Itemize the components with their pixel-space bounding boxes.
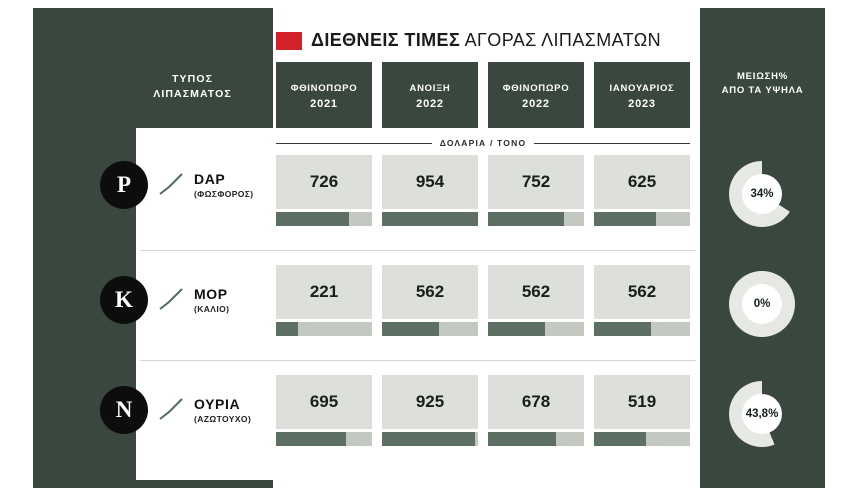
bar-fill — [594, 212, 656, 226]
value-cell: 562 — [594, 265, 690, 319]
check-icon — [158, 397, 188, 427]
value-cell: 625 — [594, 155, 690, 209]
badge-nitrogen: N — [100, 386, 148, 434]
row-divider — [140, 360, 696, 361]
value-cell: 519 — [594, 375, 690, 429]
column-season: ΙΑΝΟΥΑΡΙΟΣ — [609, 82, 675, 94]
units-divider-left — [276, 143, 432, 144]
badge-potassium: K — [100, 276, 148, 324]
units-note — [276, 138, 690, 148]
column-header-2 — [382, 62, 478, 130]
bar-fill — [594, 432, 646, 446]
bar-track — [276, 212, 372, 226]
donut-reduction-dap — [729, 161, 795, 227]
page-title — [276, 30, 661, 51]
bar-fill — [488, 432, 556, 446]
column-season: ΦΘΙΝΟΠΩΡΟ — [290, 82, 358, 94]
right-header-line1: ΜΕΙΩΣΗ% — [736, 71, 789, 82]
donut-value: 43,8% — [742, 394, 782, 434]
value-cell: 752 — [488, 155, 584, 209]
column-header-3 — [488, 62, 584, 130]
bar-fill — [276, 322, 298, 336]
column-season: ΦΘΙΝΟΠΩΡΟ — [502, 82, 570, 94]
bar-track — [276, 432, 372, 446]
value-cell: 221 — [276, 265, 372, 319]
row-name: ΟΥΡΙΑ — [194, 396, 241, 412]
row-subtitle: (ΑΖΩΤΟΥΧΟ) — [194, 414, 252, 424]
donut-value: 34% — [742, 174, 782, 214]
donut-reduction-mop — [729, 271, 795, 337]
row-label-mop — [194, 286, 229, 314]
row-name: MOP — [194, 286, 228, 302]
bar-track — [276, 322, 372, 336]
row-divider — [140, 250, 696, 251]
check-icon — [158, 172, 188, 202]
bar-track — [594, 432, 690, 446]
bar-fill — [488, 322, 545, 336]
donut-reduction-urea — [729, 381, 795, 447]
units-divider-right — [534, 143, 690, 144]
column-year: 2022 — [522, 97, 550, 110]
left-header — [120, 72, 265, 102]
bar-track — [488, 322, 584, 336]
donut-value: 0% — [742, 284, 782, 324]
bar-fill — [382, 322, 439, 336]
row-label-dap — [194, 171, 254, 199]
title-accent-mark — [276, 32, 302, 50]
value-cell: 695 — [276, 375, 372, 429]
bar-track — [594, 322, 690, 336]
column-year: 2021 — [310, 97, 338, 110]
row-subtitle: (ΦΩΣΦΟΡΟΣ) — [194, 189, 254, 199]
bar-track — [594, 212, 690, 226]
value-cell: 562 — [382, 265, 478, 319]
column-year: 2022 — [416, 97, 444, 110]
badge-phosphorus: P — [100, 161, 148, 209]
row-label-urea — [194, 396, 251, 424]
left-header-line2: ΛΙΠΑΣΜΑΤΟΣ — [153, 88, 232, 100]
bar-fill — [594, 322, 651, 336]
column-season: ΑΝΟΙΞΗ — [409, 82, 451, 94]
bar-track — [488, 212, 584, 226]
value-cell: 562 — [488, 265, 584, 319]
bar-fill — [382, 432, 475, 446]
left-header-line1: ΤΥΠΟΣ — [172, 73, 213, 85]
bar-track — [382, 212, 478, 226]
check-icon — [158, 287, 188, 317]
row-name: DAP — [194, 171, 226, 187]
title-bold: ΔΙΕΘΝΕΙΣ ΤΙΜΕΣ — [311, 30, 461, 50]
row-subtitle: (ΚΑΛΙΟ) — [194, 304, 230, 314]
value-cell: 954 — [382, 155, 478, 209]
units-label: ΔΟΛΑΡΙΑ / ΤΟΝΟ — [439, 138, 527, 148]
bar-track — [488, 432, 584, 446]
bar-fill — [276, 432, 346, 446]
bar-track — [382, 432, 478, 446]
column-header-1 — [276, 62, 372, 130]
value-cell: 726 — [276, 155, 372, 209]
title-light: ΑΓΟΡΑΣ ΛΙΠΑΣΜΑΤΩΝ — [464, 30, 662, 50]
value-cell: 925 — [382, 375, 478, 429]
column-year: 2023 — [628, 97, 656, 110]
right-header-line2: ΑΠΟ ΤΑ ΥΨΗΛΑ — [721, 85, 804, 96]
value-cell: 678 — [488, 375, 584, 429]
bar-fill — [488, 212, 564, 226]
bar-track — [382, 322, 478, 336]
bar-fill — [382, 212, 478, 226]
right-header — [700, 70, 825, 98]
bar-fill — [276, 212, 349, 226]
column-header-4 — [594, 62, 690, 130]
